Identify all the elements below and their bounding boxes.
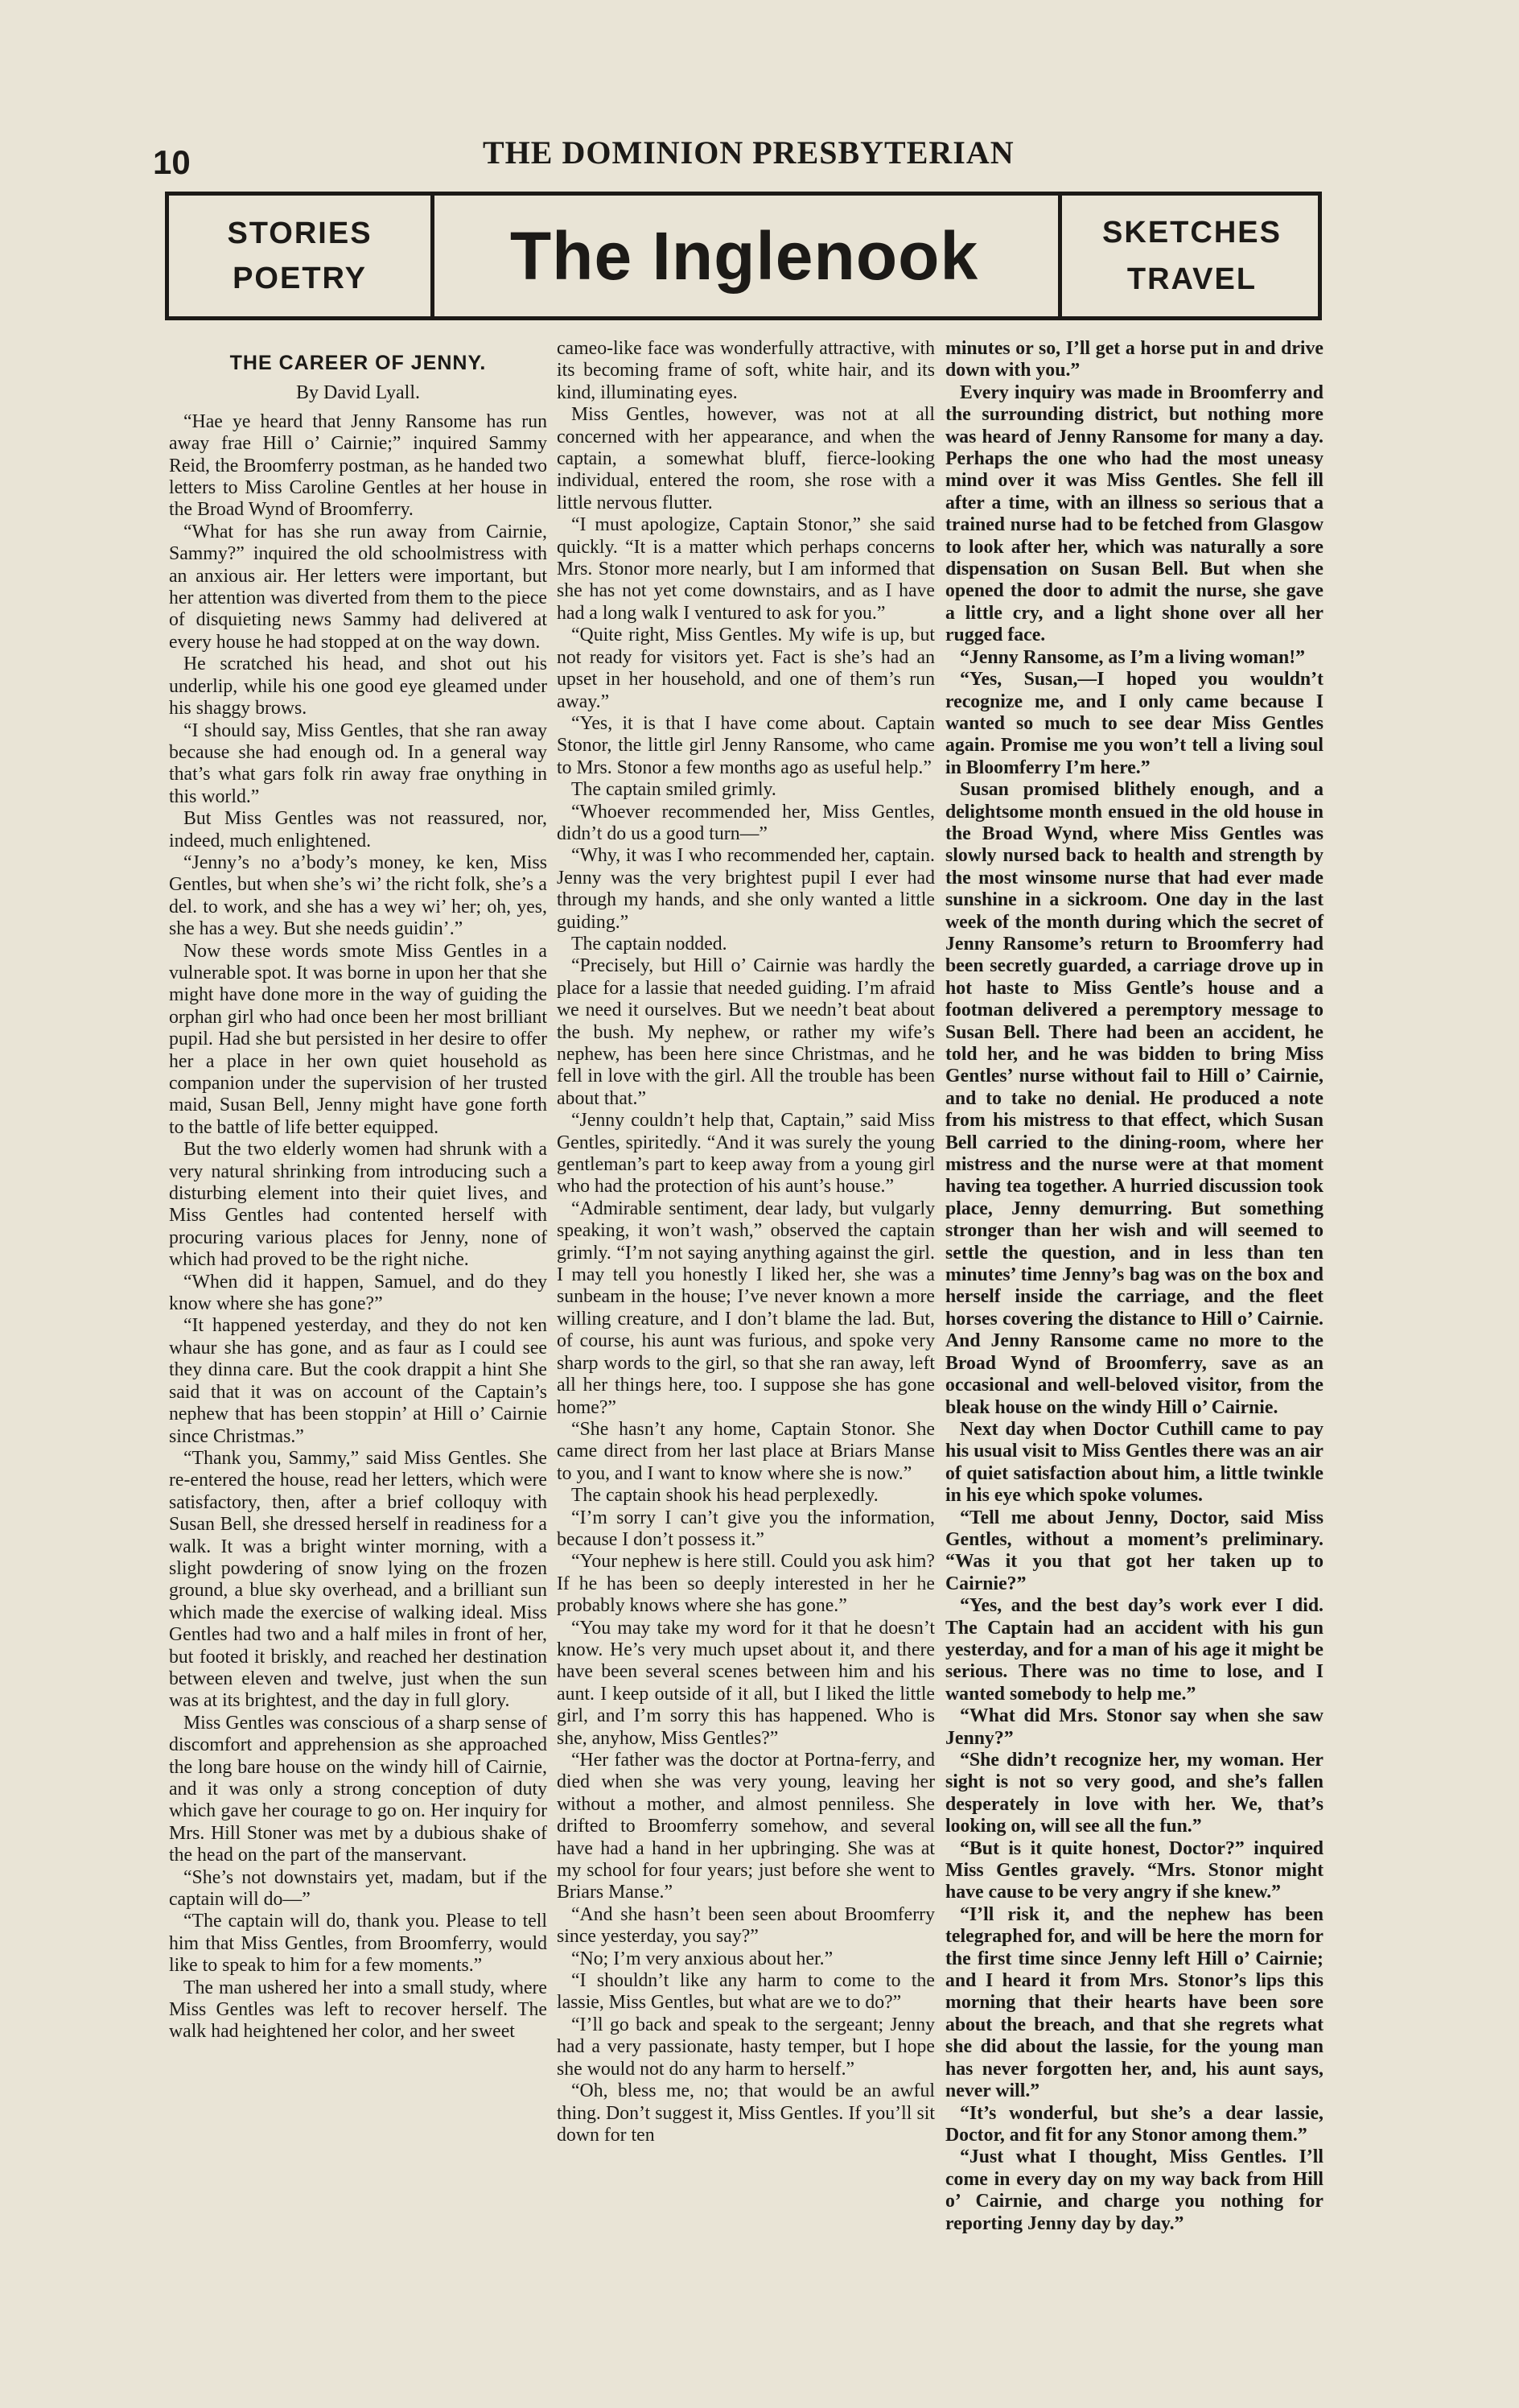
paragraph: Every inquiry was made in Broomferry and the surrounding district, but nothing more was heard of Jenny Ransome for many a day. Perhaps the one who had the most uneasy mind over it was Miss Gentles. She fell ill after a time, with an illness so serious that a trained nurse had to be fetched from Glasgow to look after her, which was naturally a sore dispensation on Susan Bell. But when she opened the door to admit the nurse, she gave a little cry, and a light shone over all her rugged face. [945, 381, 1323, 646]
paragraph: The man ushered her into a small study, where Miss Gentles was left to recover herself. The walk had heightened her color, and her sweet [169, 1977, 547, 2043]
paragraph: “Oh, bless me, no; that would be an awful thing. Don’t suggest it, Miss Gentles. If you’ll sit down for ten [557, 2080, 935, 2146]
masthead-left-box [169, 196, 434, 316]
paragraph: “Yes, Susan,—I hoped you wouldn’t recognize me, and I only came because I wanted so much to see dear Miss Gentles again. Promise me you won’t tell a living soul in Bloomferry I’m here.” [945, 669, 1323, 778]
paragraph: “What for has she run away from Cairnie, Sammy?” inquired the old schoolmistress with an anxious air. Her letters were important, but her attention was diverted from them to the piece of disquieting news Sammy had delivered at every house he had stopped at on the way down. [169, 521, 547, 653]
paragraph: The captain nodded. [571, 933, 727, 955]
paragraph: “You may take my word for it that he doesn’t know. He’s very much upset about it, and there have been several scenes between him and his aunt. I keep outside of it all, but I liked the little girl, and I’m sorry this has happened. Who is she, anyhow, Miss Gentles?” [557, 1617, 935, 1749]
paragraph: Susan promised blithely enough, and a delightsome month ensued in the old house in the Broad Wynd, where Miss Gentles was slowly nursed back to health and strength by the most winsome nurse that had ever made sunshine in a sickroom. One day in the last week of the month during which the secret of Jenny Ransome’s return to Broomferry had been secretly guarded, a carriage drove up in hot haste to Miss Gentle’s house and a footman delivered a peremptory message to Susan Bell. There had been an accident, he told her, and he was bidden to bring Miss Gentles’ nurse without fail to Hill o’ Cairnie, and to take no denial. He produced a note from his mistress to that effect, which Susan Bell carried to the dining-room, where her mistress and the nurse were at that moment having tea together. A hurried discussion took place, Jenny demurring. But something stronger than her wish and will seemed to settle the question, and in less than ten minutes’ time Jenny’s bag was on the box and herself inside the carriage, and the fleet horses covering the distance to Hill o’ Cairnie. And Jenny Ransome came no more to the Broad Wynd of Broomferry, save as an occasional and well-beloved visitor, from the bleak house on the windy Hill o’ Cairnie. [945, 779, 1323, 1418]
column-3-body [945, 338, 1323, 2235]
paragraph: “She’s not downstairs yet, madam, but if the captain will do—” [169, 1866, 547, 1911]
paragraph: “Tell me about Jenny, Doctor, said Miss Gentles, without a moment’s preliminary. “Was it you that got her taken up to Cairnie?” [945, 1507, 1323, 1594]
paragraph: “It’s wonderful, but she’s a dear lassie, Doctor, and fit for any Stonor among them.” [945, 2102, 1323, 2146]
paragraph: “Quite right, Miss Gentles. My wife is up, but not ready for visitors yet. Fact is she’s had an upset in her household, and one of them’s run away.” [557, 625, 935, 712]
article-column-1 [169, 338, 547, 2076]
article-column-2 [557, 338, 935, 2146]
story-title: THE CAREER OF JENNY. [229, 352, 487, 374]
paragraph: “And she hasn’t been seen about Broomferry since yesterday, you say?” [557, 1903, 935, 1948]
paragraph: Next day when Doctor Cuthill came to pay his usual visit to Miss Gentles there was an air of quiet satisfaction about him, a little twinkle in his eye which spoke volumes. [945, 1418, 1323, 1507]
paragraph: “I’ll risk it, and the nephew has been telegraphed for, and will be here the morn for the first time since Jenny left Hill o’ Cairnie; and I heard it from Mrs. Stonor’s lips this morning that their hearts have been sore about the breach, and that she regrets what she did about the lassie, for the young man has never forgotten her, and, his aunt says, never will.” [945, 1903, 1323, 2102]
paragraph: But the two elderly women had shrunk with a very natural shrinking from introducing such a disturbing element into their quiet lives, and Miss Gentles had contented herself with procuring various places for Jenny, none of which had proved to be the right niche. [169, 1139, 547, 1271]
paragraph: “I’ll go back and speak to the sergeant; Jenny had a very passionate, hasty temper, but I hope she would not do any harm to herself.” [557, 2014, 935, 2080]
paragraph: The captain smiled grimly. [571, 779, 776, 801]
publication-title: THE DOMINION PRESBYTERIAN [483, 134, 1015, 171]
paragraph: cameo-like face was wonderfully attractive, with its becoming frame of soft, white hair, and its kind, illuminating eyes. [557, 338, 935, 403]
paragraph: “Just what I thought, Miss Gentles. I’ll come in every day on my way back from Hill o’ Cairnie, and charge you nothing for reporting Jenny day by day.” [945, 2146, 1323, 2234]
paragraph: “When did it happen, Samuel, and do they know where she has gone?” [169, 1271, 547, 1315]
article-column-3 [945, 338, 1323, 2234]
paragraph: “She hasn’t any home, Captain Stonor. She came direct from her last place at Briars Manse to you, and I want to know where she is now.” [557, 1418, 935, 1484]
section-masthead [165, 192, 1322, 320]
section-title: The Inglenook [509, 217, 979, 294]
paragraph: “Precisely, but Hill o’ Cairnie was hardly the place for a lassie that needed guiding. I’m afraid we need it ourselves. But we needn’t beat about the bush. My nephew, or rather my wife’s nephew, has been here since Christmas, and he fell in love with the girl. All the trouble has been about that.” [557, 955, 935, 1109]
paragraph: “What did Mrs. Stonor say when she saw Jenny?” [945, 1705, 1323, 1749]
paragraph: “No; I’m very anxious about her.” [571, 1948, 834, 1969]
paragraph: “The captain will do, thank you. Please to tell him that Miss Gentles, from Broomferry, would like to speak to him for a few moments.” [169, 1911, 547, 1977]
story-byline: By David Lyall. [296, 382, 420, 404]
masthead-travel: TRAVEL [1126, 262, 1258, 296]
paragraph: He scratched his head, and shot out his underlip, while his one good eye gleamed under his shaggy brows. [169, 654, 547, 720]
column-1-body [169, 411, 547, 2043]
paragraph: “Her father was the doctor at Portna-ferry, and died when she was very young, leaving her without a mother, and almost penniless. She drifted to Broomferry somehow, and several have had a hand in her upbringing. She was at my school for four years; just before she went to Briars Manse.” [557, 1750, 935, 1903]
paragraph: “Your nephew is here still. Could you ask him? If he has been so deeply interested in her he probably knows where she has gone.” [557, 1551, 935, 1617]
paragraph: “Jenny Ransome, as I’m a living woman!” [960, 646, 1306, 668]
paragraph: “Thank you, Sammy,” said Miss Gentles. She re-entered the house, read her letters, which were satisfactory, then, after a brief colloquy with Susan Bell, she dressed herself in readiness for a walk. It was a bright winter morning, with a slight powdering of snow lying on the frozen ground, a blue sky overhead, and a brilliant sun which made the exercise of walking ideal. Miss Gentles had two and a half miles in front of her, but footed it briskly, and reached her destination between eleven and twelve, just when the sun was at its brightest, and the day in full glory. [169, 1447, 547, 1712]
masthead-poetry: POETRY [233, 262, 367, 295]
paragraph: “Whoever recommended her, Miss Gentles, didn’t do us a good turn—” [557, 801, 935, 844]
column-2-body [557, 338, 935, 2146]
article-columns [169, 338, 1323, 2234]
paragraph: “Admirable sentiment, dear lady, but vulgarly speaking, it won’t wash,” observed the captain grimly. “I’m not saying anything against the girl. I may tell you honestly I liked her, she was a sunbeam in the house; I’ve never known a more willing creature, and I don’t blame the lad. But, of course, his aunt was furious, and spoke very sharp words to the girl, so that she ran away, left all her things here, too. I suppose she has gone home?” [557, 1198, 935, 1418]
masthead-right-box [1058, 196, 1322, 316]
paragraph: Miss Gentles was conscious of a sharp sense of discomfort and apprehension as she approached the long bare house on the windy hill of Cairnie, and it was only a strong conception of duty which gave her courage to go on. Her inquiry for Mrs. Hill Stoner was met by a dubious shake of the head on the part of the manservant. [169, 1712, 547, 1866]
paragraph: “She didn’t recognize her, my woman. Her sight is not so very good, and she’s fallen desperately in love with her. We, that’s looking on, will see all the fun.” [945, 1750, 1323, 1837]
paragraph: “It happened yesterday, and they do not ken whaur she has gone, and as faur as I could see they dinna care. But the cook drappit a hint She said that it was on account of the Captain’s nephew that has been stoppin’ at Hill o’ Cairnie since Christmas.” [169, 1315, 547, 1447]
masthead-stories: STORIES [227, 216, 373, 250]
paragraph: “I must apologize, Captain Stonor,” she said quickly. “It is a matter which perhaps concerns Mrs. Stonor more nearly, but I am informed that she has not yet come downstairs, and as I have had a long walk I ventured to ask for you.” [557, 514, 935, 624]
paragraph: “I’m sorry I can’t give you the information, because I don’t possess it.” [557, 1507, 935, 1550]
masthead-sketches: SKETCHES [1102, 216, 1282, 249]
paragraph: minutes or so, I’ll get a horse put in and drive down with you.” [945, 338, 1323, 381]
paragraph: Now these words smote Miss Gentles in a vulnerable spot. It was borne in upon her that she might have done more in the way of guiding the orphan girl who had once been her most brilliant pupil. Had she but persisted in her desire to offer her a place in her own quiet household as companion under the supervision of her trusted maid, Susan Bell, Jenny might have gone forth to the battle of life better equipped. [169, 940, 547, 1138]
page-number: 10 [153, 143, 191, 181]
paragraph: “Yes, and the best day’s work ever I did. The Captain had an accident with his gun yesterday, and for a man of his age it might be serious. There was no time to lose, and I wanted somebody to help me.” [945, 1595, 1323, 1705]
paragraph: “Jenny couldn’t help that, Captain,” said Miss Gentles, spiritedly. “And it was surely the young gentleman’s part to keep away from a young girl who had the protection of his aunt’s house.” [557, 1110, 935, 1198]
paragraph: Miss Gentles, however, was not at all concerned with her appearance, and when the captain, a somewhat bluff, fierce-looking individual, entered the room, she rose with a little nervous flutter. [557, 404, 935, 513]
paragraph: The captain shook his head perplexedly. [571, 1485, 879, 1507]
paragraph: “Yes, it is that I have come about. Captain Stonor, the little girl Jenny Ransome, who came to Mrs. Stonor a few months ago as useful help.” [557, 712, 935, 778]
paragraph: “Why, it was I who recommended her, captain. Jenny was the very brightest pupil I ever had through my hands, and she only wanted a little guiding.” [557, 845, 935, 933]
paragraph: “I shouldn’t like any harm to come to the lassie, Miss Gentles, but what are we to do?” [557, 1970, 935, 2014]
masthead-center-box [434, 196, 1054, 316]
paragraph: “But is it quite honest, Doctor?” inquired Miss Gentles gravely. “Mrs. Stonor might have cause to be very angry if she knew.” [945, 1837, 1323, 1903]
paragraph: “Jenny’s no a’body’s money, ke ken, Miss Gentles, but when she’s wi’ the richt folk, she’s a del. to work, and she has a wey wi’ her; oh, yes, she has a wey. But she needs guidin’.” [169, 851, 547, 940]
paragraph: But Miss Gentles was not reassured, nor, indeed, much enlightened. [169, 808, 547, 851]
paragraph: “Hae ye heard that Jenny Ransome has run away frae Hill o’ Cairnie;” inquired Sammy Reid, the Broomferry postman, as he handed two letters to Miss Caroline Gentles at her house in the Broad Wynd of Broomferry. [169, 410, 547, 521]
paragraph: “I should say, Miss Gentles, that she ran away because she had enough od. In a general way that’s what gars folk rin away frae onything in this world.” [169, 720, 547, 807]
